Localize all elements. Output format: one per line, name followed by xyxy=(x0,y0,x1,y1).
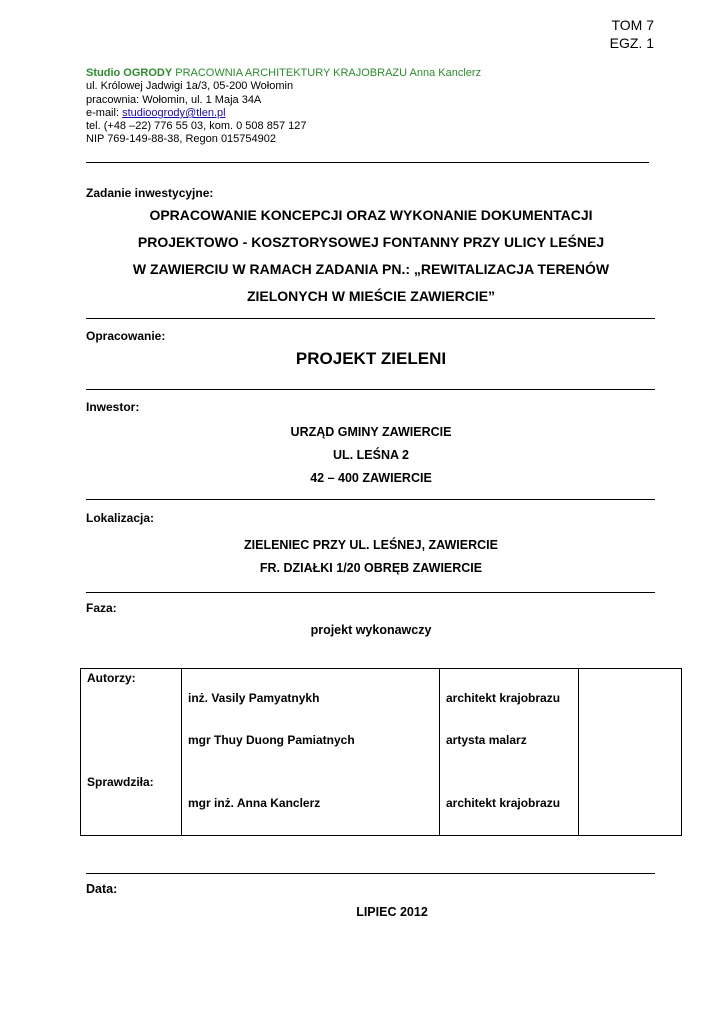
authors-label-cell xyxy=(81,669,182,836)
lokalizacja-value xyxy=(86,534,656,580)
data-label: Data: xyxy=(86,882,118,896)
zadanie-line: W ZAWIERCIU W RAMACH ZADANIA PN.: „REWITALIZACJA TERENÓW xyxy=(132,261,610,277)
author-name: mgr Thuy Duong Pamiatnych xyxy=(188,733,355,747)
checked-label: Sprawdziła: xyxy=(87,775,154,789)
lokalizacja-label: Lokalizacja: xyxy=(86,511,155,525)
zadanie-line: ZIELONYCH W MIEŚCIE ZAWIERCIE” xyxy=(246,288,496,304)
divider xyxy=(86,162,649,163)
signature-cell xyxy=(579,669,682,836)
studio-address: ul. Królowej Jadwigi 1a/3, 05-200 Wołomin xyxy=(86,80,294,93)
studio-heading xyxy=(86,67,481,80)
divider xyxy=(86,499,655,500)
studio-workshop: pracownia: Wołomin, ul. 1 Maja 34A xyxy=(86,93,262,106)
author-role: artysta malarz xyxy=(446,733,527,747)
author-name: inż. Vasily Pamyatnykh xyxy=(188,691,320,705)
authors-names-cell xyxy=(182,669,440,836)
divider xyxy=(86,592,655,593)
inwestor-line: URZĄD GMINY ZAWIERCIE xyxy=(290,425,452,439)
studio-phone: tel. (+48 –22) 776 55 03, kom. 0 508 857 127 xyxy=(86,120,307,133)
divider xyxy=(86,873,655,874)
lokalizacja-line: ZIELENIEC PRZY UL. LEŚNEJ, ZAWIERCIE xyxy=(244,538,498,552)
faza-value: projekt wykonawczy xyxy=(310,623,432,637)
inwestor-line: 42 – 400 ZAWIERCIE xyxy=(310,471,432,485)
opracowanie-label: Opracowanie: xyxy=(86,329,166,343)
zadanie-title xyxy=(86,202,656,310)
faza-label: Faza: xyxy=(86,601,117,615)
data-value: LIPIEC 2012 xyxy=(356,905,428,919)
studio-info xyxy=(86,67,481,147)
zadanie-line: OPRACOWANIE KONCEPCJI ORAZ WYKONANIE DOKUMENTACJI xyxy=(149,207,593,223)
studio-name: Studio OGRODY xyxy=(86,67,173,79)
studio-subtitle: PRACOWNIA ARCHITEKTURY KRAJOBRAZU Anna Kanclerz xyxy=(175,67,482,79)
inwestor-value xyxy=(86,421,656,490)
divider xyxy=(86,389,655,390)
author-role: architekt krajobrazu xyxy=(446,691,561,705)
zadanie-label: Zadanie inwestycyjne: xyxy=(86,186,214,200)
authors-table xyxy=(80,668,682,836)
copy-number: EGZ. 1 xyxy=(609,35,654,51)
email-label: e-mail: xyxy=(86,106,123,119)
email-link[interactable]: studioogrody@tlen.pl xyxy=(122,106,226,119)
zadanie-line: PROJEKTOWO - KOSZTORYSOWEJ FONTANNY PRZY ULICY LEŚNEJ xyxy=(137,234,605,250)
divider xyxy=(86,318,655,319)
volume-info xyxy=(610,16,654,52)
author-name: mgr inż. Anna Kanclerz xyxy=(188,796,321,810)
inwestor-label: Inwestor: xyxy=(86,400,140,414)
opracowanie-value: PROJEKT ZIELENI xyxy=(295,349,447,368)
authors-roles-cell xyxy=(440,669,579,836)
lokalizacja-line: FR. DZIAŁKI 1/20 OBRĘB ZAWIERCIE xyxy=(259,561,483,575)
authors-label: Autorzy: xyxy=(87,671,136,685)
tom-number: TOM 7 xyxy=(611,17,654,33)
studio-nip: NIP 769-149-88-38, Regon 015754902 xyxy=(86,133,277,146)
inwestor-line: UL. LEŚNA 2 xyxy=(333,448,409,462)
studio-email-line xyxy=(86,107,481,120)
author-role: architekt krajobrazu xyxy=(446,796,561,810)
